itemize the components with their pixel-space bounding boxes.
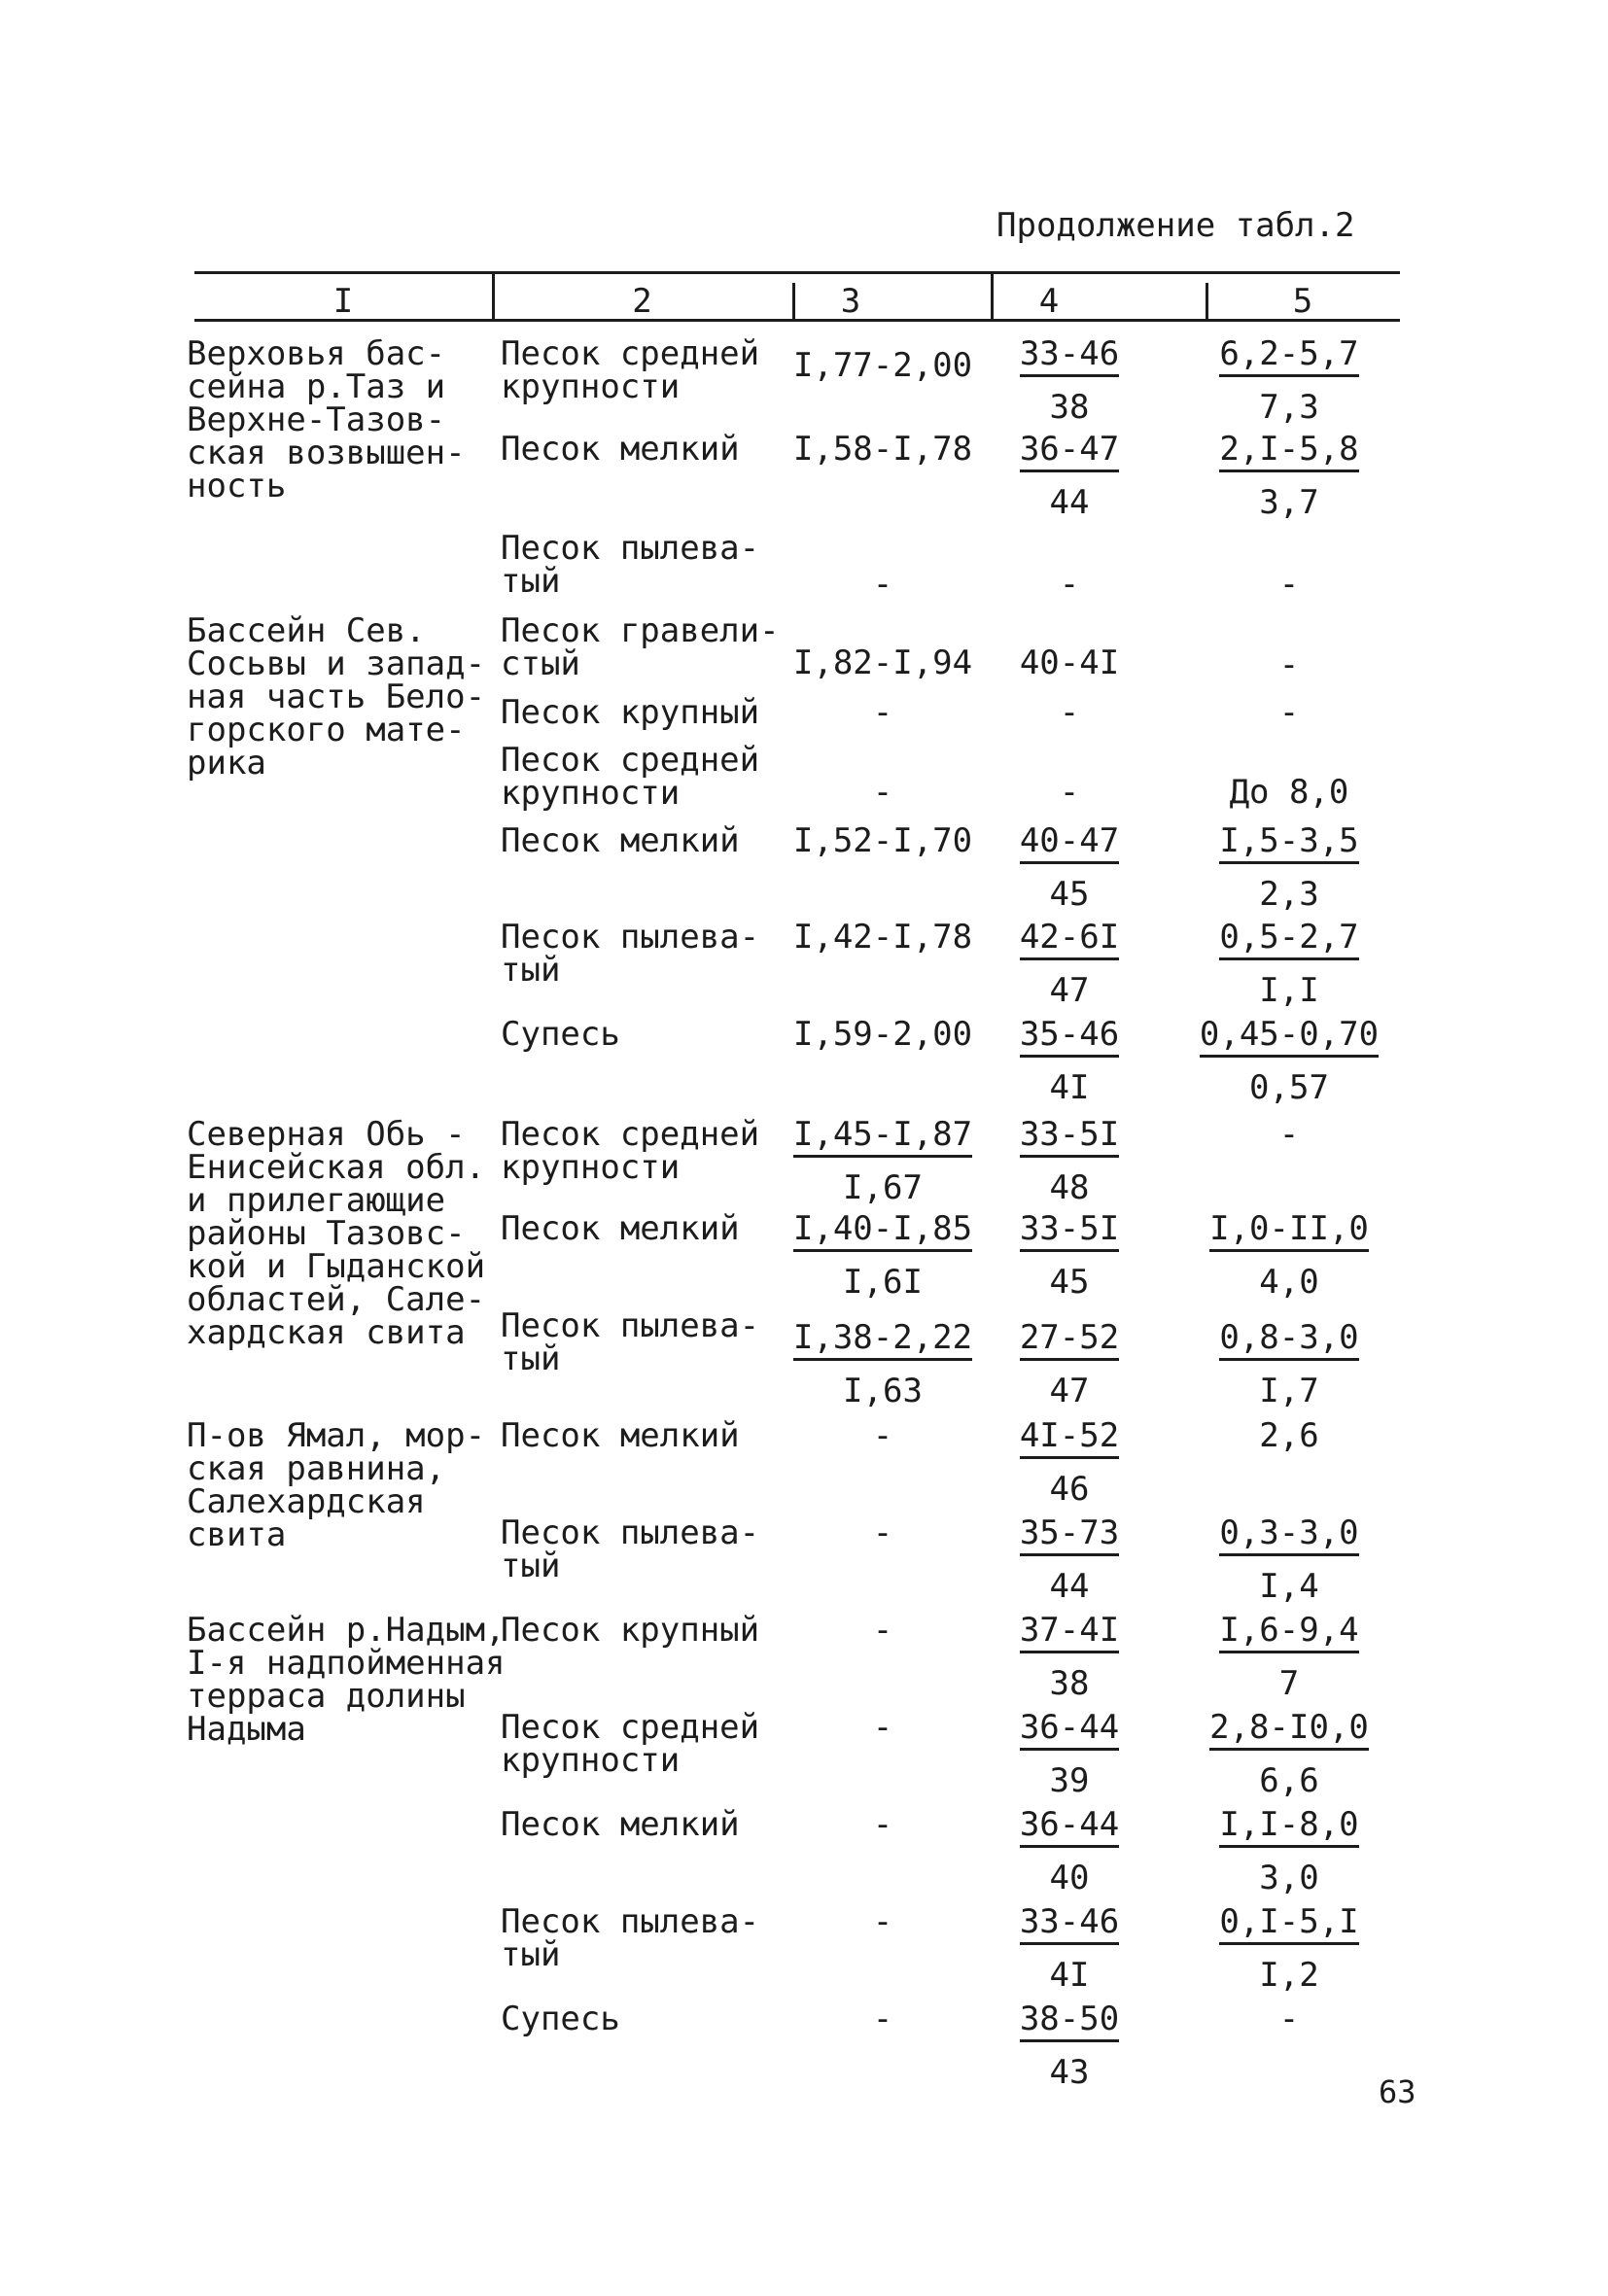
density-value: I,58-I,78 xyxy=(792,430,973,469)
porosity-value: $\frac{35-73}{44}$ xyxy=(1019,1513,1120,1606)
filtration-value: - xyxy=(1278,2000,1300,2038)
filtration-value: $\frac{6,2-5,7}{7,3}$ xyxy=(1219,334,1359,427)
filtration-value: $\frac{0,3-3,0}{I,4}$ xyxy=(1219,1513,1359,1606)
porosity-value: $\frac{27-52}{47}$ xyxy=(1019,1318,1120,1410)
column-header-3: 3 xyxy=(840,282,861,321)
porosity-value: $\frac{36-44}{39}$ xyxy=(1019,1708,1120,1800)
filtration-value: $\frac{I,I-8,0}{3,0}$ xyxy=(1219,1805,1359,1897)
filtration-value: $\frac{I,0-II,0}{4,0}$ xyxy=(1209,1209,1369,1302)
density-value: - xyxy=(872,1416,893,1455)
soil-type: Песок мелкий xyxy=(501,821,740,860)
column-header-4: 4 xyxy=(1038,282,1060,321)
density-value: I,77-2,00 xyxy=(792,346,973,385)
soil-type: Супесь xyxy=(501,2000,620,2038)
porosity-value: - xyxy=(1059,565,1080,604)
region-r1: Верховья бас- сейна р.Таз и Верхне-Тазов- ская возвышен- ность xyxy=(187,334,466,505)
density-value: - xyxy=(872,1513,893,1552)
density-value: - xyxy=(872,1805,893,1844)
soil-type: Песок пылева- тый xyxy=(501,1902,760,1974)
porosity-value: $\frac{33-5I}{48}$ xyxy=(1019,1115,1120,1207)
column-header-5: 5 xyxy=(1292,282,1313,321)
porosity-value: $\frac{35-46}{4I}$ xyxy=(1019,1015,1120,1107)
soil-type: Песок средней крупности xyxy=(501,1115,760,1187)
column-header-2: 2 xyxy=(632,282,652,321)
filtration-value: До 8,0 xyxy=(1229,773,1349,812)
filtration-value: $\frac{0,I-5,I}{I,2}$ xyxy=(1219,1902,1359,1995)
page-number: 63 xyxy=(1379,2073,1416,2110)
soil-type: Песок мелкий xyxy=(501,430,740,469)
porosity-value: 40-4I xyxy=(1019,644,1120,682)
density-value: $\frac{I,40-I,85}{I,6I}$ xyxy=(792,1209,973,1302)
porosity-value: $\frac{38-50}{43}$ xyxy=(1019,2000,1120,2092)
filtration-value: - xyxy=(1278,645,1300,684)
column-header-1: I xyxy=(332,282,354,321)
filtration-value: - xyxy=(1278,565,1300,604)
header-bottom-rule xyxy=(194,319,1400,322)
density-value: - xyxy=(872,773,893,812)
density-value: - xyxy=(872,1708,893,1747)
soil-type: Песок крупный xyxy=(501,693,760,732)
filtration-value: $\frac{0,45-0,70}{0,57}$ xyxy=(1199,1015,1380,1107)
soil-type: Песок гравели- стый xyxy=(501,611,780,683)
filtration-value: $\frac{0,8-3,0}{I,7}$ xyxy=(1219,1318,1359,1410)
header-top-rule xyxy=(194,271,1400,274)
density-value: I,52-I,70 xyxy=(792,821,973,860)
soil-type: Супесь xyxy=(501,1015,620,1054)
porosity-value: $\frac{36-47}{44}$ xyxy=(1019,430,1120,522)
porosity-value: $\frac{42-6I}{47}$ xyxy=(1019,918,1120,1010)
density-value: I,59-2,00 xyxy=(792,1015,973,1054)
density-value: - xyxy=(872,1611,893,1650)
filtration-value: $\frac{I,5-3,5}{2,3}$ xyxy=(1219,821,1359,914)
porosity-value: $\frac{4I-52}{46}$ xyxy=(1019,1416,1120,1509)
porosity-value: $\frac{33-5I}{45}$ xyxy=(1019,1209,1120,1302)
density-value: - xyxy=(872,693,893,732)
soil-type: Песок крупный xyxy=(501,1611,760,1650)
soil-type: Песок средней крупности xyxy=(501,334,760,406)
soil-type: Песок мелкий xyxy=(501,1805,740,1844)
porosity-value: - xyxy=(1059,773,1080,812)
porosity-value: $\frac{33-46}{4I}$ xyxy=(1019,1902,1120,1995)
porosity-value: $\frac{37-4I}{38}$ xyxy=(1019,1611,1120,1703)
filtration-value: $\frac{2,I-5,8}{3,7}$ xyxy=(1219,430,1359,522)
filtration-value: 2,6 xyxy=(1259,1416,1319,1455)
table-caption: Продолжение табл.2 xyxy=(996,206,1355,245)
density-value: - xyxy=(872,565,893,604)
filtration-value: $\frac{2,8-I0,0}{6,6}$ xyxy=(1209,1708,1369,1800)
soil-type: Песок пылева- тый xyxy=(501,1513,760,1585)
density-value: - xyxy=(872,1902,893,1941)
density-value: I,42-I,78 xyxy=(792,918,973,957)
soil-type: Песок мелкий xyxy=(501,1416,740,1455)
soil-type: Песок средней крупности xyxy=(501,741,760,813)
density-value: - xyxy=(872,2000,893,2038)
region-r2: Бассейн Сев. Сосьвы и запад- ная часть Бело- горского мате- рика xyxy=(187,611,486,783)
porosity-value: $\frac{40-47}{45}$ xyxy=(1019,821,1120,914)
soil-type: Песок средней крупности xyxy=(501,1708,760,1780)
porosity-value: $\frac{36-44}{40}$ xyxy=(1019,1805,1120,1897)
soil-type: Песок пылева- тый xyxy=(501,1306,760,1378)
density-value: $\frac{I,45-I,87}{I,67}$ xyxy=(792,1115,973,1207)
filtration-value: - xyxy=(1278,1115,1300,1154)
porosity-value: $\frac{33-46}{38}$ xyxy=(1019,334,1120,427)
porosity-value: - xyxy=(1059,693,1080,732)
filtration-value: $\frac{0,5-2,7}{I,I}$ xyxy=(1219,918,1359,1010)
density-value: $\frac{I,38-2,22}{I,63}$ xyxy=(792,1318,973,1410)
filtration-value: $\frac{I,6-9,4}{7}$ xyxy=(1219,1611,1359,1703)
region-r3: Северная Обь - Енисейская обл. и прилегающие районы Тазовс- кой и Гыданской областей, Сале- хардская свита xyxy=(187,1115,486,1352)
filtration-value: - xyxy=(1278,693,1300,732)
soil-type: Песок пылева- тый xyxy=(501,918,760,990)
region-r4: П-ов Ямал, мор- ская равнина, Салехардская свита xyxy=(187,1416,486,1554)
soil-type: Песок пылева- тый xyxy=(501,529,760,601)
region-r5: Бассейн р.Надым, I-я надпойменная терраса долины Надыма xyxy=(187,1611,506,1749)
density-value: I,82-I,94 xyxy=(792,644,973,682)
soil-type: Песок мелкий xyxy=(501,1209,740,1248)
